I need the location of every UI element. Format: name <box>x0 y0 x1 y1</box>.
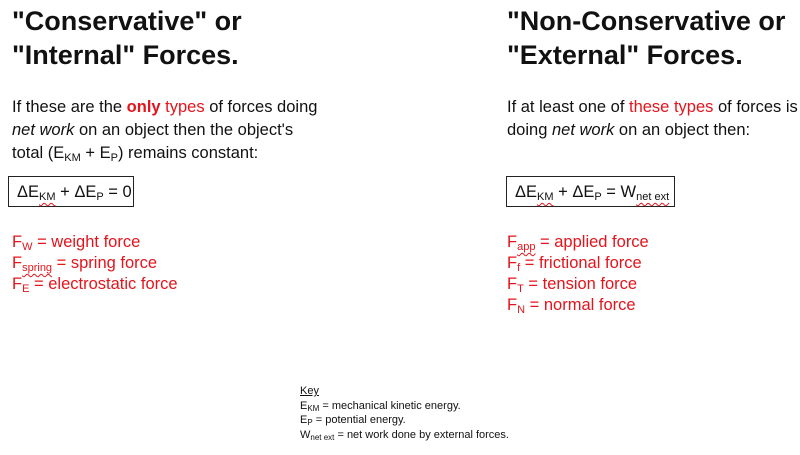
eq-part: ΔE <box>515 183 538 201</box>
eq-sub: net ext <box>636 191 670 203</box>
eq-part: + ΔE <box>55 183 97 201</box>
desc-text: of forces doing <box>204 98 318 116</box>
desc-text: + E <box>80 144 111 162</box>
key-text: = mechanical kinetic energy. <box>319 399 461 412</box>
desc-text: ) remains constant: <box>117 144 259 162</box>
force-sub: E <box>22 283 30 295</box>
force-sub: W <box>22 241 33 253</box>
force-symbol: F <box>507 275 518 293</box>
eq-sub: KM <box>39 191 56 203</box>
force-symbol: F <box>12 275 23 293</box>
desc-sub: P <box>110 152 118 164</box>
conservative-description <box>12 96 317 165</box>
key-title: Key <box>300 385 319 397</box>
key-sub: net ext <box>310 432 335 442</box>
key-item <box>300 413 509 428</box>
non-conservative-force-list <box>507 232 649 316</box>
eq-sub: P <box>96 191 104 203</box>
force-item <box>12 232 178 253</box>
desc-net-work: net work <box>12 121 75 139</box>
force-text: = frictional force <box>520 254 642 272</box>
desc-text: on an object then: <box>614 121 751 139</box>
eq-part: ΔE <box>17 183 40 201</box>
force-text: = electrostatic force <box>29 275 178 293</box>
conservative-force-list <box>12 232 178 295</box>
eq-sub: P <box>594 191 602 203</box>
non-conservative-heading-line1: "Non-Conservative or <box>507 6 786 36</box>
force-text: = tension force <box>523 275 638 293</box>
force-text: = applied force <box>535 233 649 251</box>
force-item <box>12 253 178 274</box>
desc-text: doing <box>507 121 552 139</box>
key-symbol: W <box>300 428 311 441</box>
force-item <box>507 274 649 295</box>
desc-text: on an object then the object's <box>74 121 294 139</box>
key-sub: KM <box>307 403 320 413</box>
desc-text: If at least one of <box>507 98 629 116</box>
desc-only-emphasis: only <box>126 98 161 116</box>
non-conservative-heading <box>507 4 785 72</box>
force-item <box>507 295 649 316</box>
conservative-heading-line2: "Internal" Forces. <box>12 40 239 70</box>
force-text: = normal force <box>525 296 636 314</box>
force-sub: spring <box>22 262 53 274</box>
key-symbol: E <box>300 399 308 412</box>
force-sub: app <box>517 241 536 253</box>
key-text: = net work done by external forces. <box>334 428 509 441</box>
force-item <box>12 274 178 295</box>
non-conservative-heading-line2: "External" Forces. <box>507 40 743 70</box>
desc-types-emphasis: types <box>160 98 205 116</box>
desc-sub: KM <box>64 152 81 164</box>
force-symbol: F <box>507 233 518 251</box>
force-symbol: F <box>12 254 23 272</box>
non-conservative-description <box>507 96 798 142</box>
key-text: = potential energy. <box>312 414 406 426</box>
non-conservative-equation <box>506 176 675 207</box>
desc-text: If these are the <box>12 98 127 116</box>
desc-these-types-emphasis: these types <box>629 98 714 116</box>
desc-text: total (E <box>12 144 65 162</box>
key-sub: P <box>307 418 313 427</box>
conservative-equation <box>8 176 134 207</box>
eq-part: = W <box>601 183 637 201</box>
conservative-heading-line1: "Conservative" or <box>12 6 242 36</box>
force-sub: f <box>517 262 521 274</box>
conservative-heading <box>12 4 242 72</box>
force-text: = weight force <box>32 233 141 251</box>
key-item <box>300 399 509 414</box>
key-item <box>300 428 509 443</box>
force-symbol: F <box>507 296 518 314</box>
eq-part: + ΔE <box>553 183 595 201</box>
force-text: = spring force <box>52 254 158 272</box>
force-item <box>507 253 649 274</box>
desc-net-work: net work <box>551 121 615 139</box>
force-symbol: F <box>12 233 23 251</box>
force-symbol: F <box>507 254 518 272</box>
desc-text: of forces is <box>713 98 798 116</box>
force-sub: N <box>517 304 526 316</box>
eq-part: = 0 <box>103 183 132 201</box>
force-item <box>507 232 649 253</box>
symbol-key <box>300 384 509 442</box>
eq-sub: KM <box>537 191 554 203</box>
key-symbol: E <box>300 414 308 426</box>
force-sub: T <box>517 283 524 295</box>
